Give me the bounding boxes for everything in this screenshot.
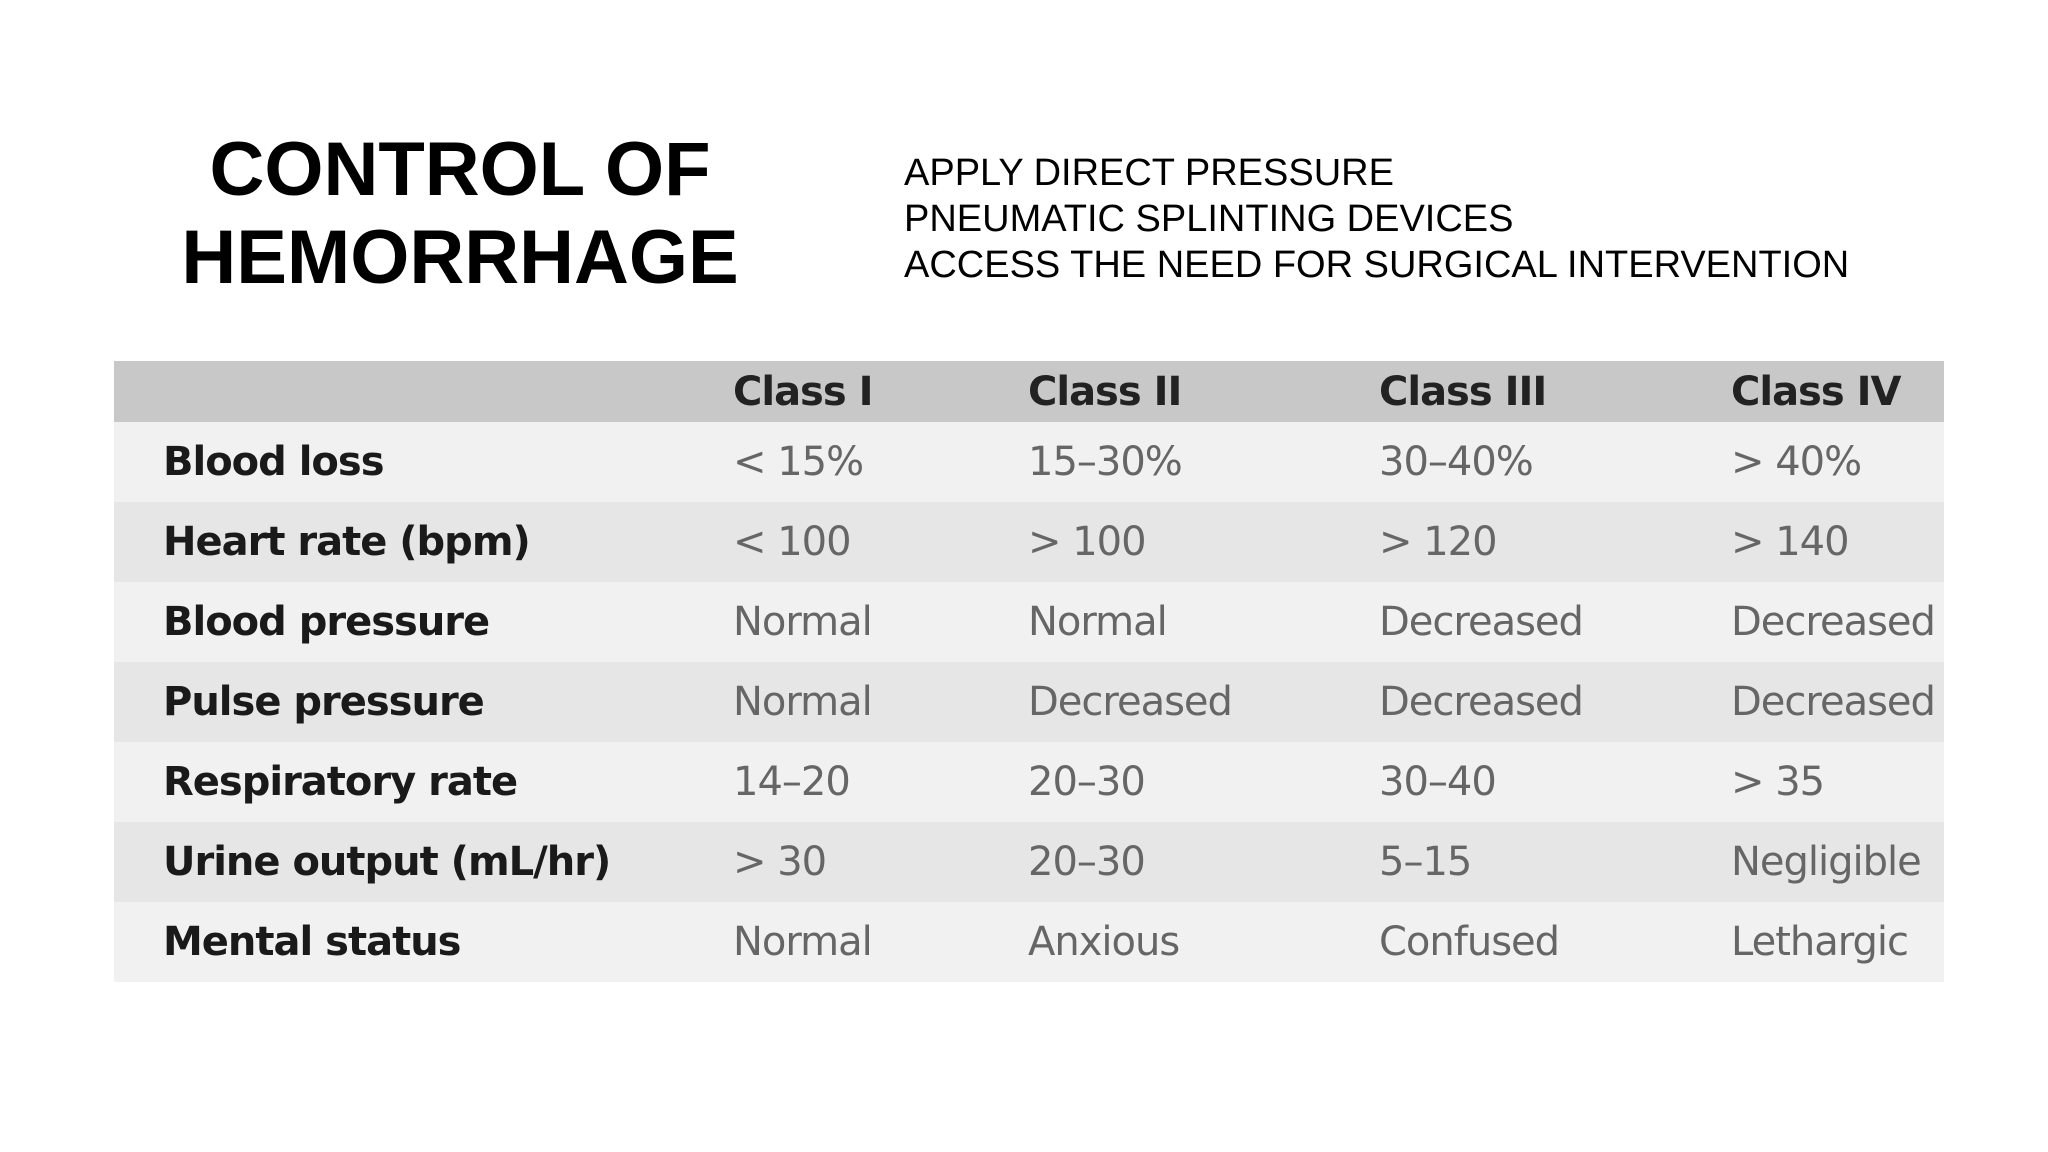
table-cell: 20–30 (1028, 759, 1145, 805)
bullet-item: APPLY DIRECT PRESSURE (904, 152, 1394, 194)
table-cell: Normal (733, 679, 872, 725)
table-cell: Decreased (1731, 679, 1935, 725)
row-label: Heart rate (bpm) (163, 519, 530, 565)
table-cell: 14–20 (733, 759, 850, 805)
table-row (114, 582, 1944, 662)
table-cell: Confused (1379, 919, 1560, 965)
table-cell: 15–30% (1028, 439, 1182, 485)
table-cell: > 100 (1028, 519, 1146, 565)
row-label: Blood loss (163, 439, 384, 485)
table-cell: < 15% (733, 439, 864, 485)
table-cell: > 30 (733, 839, 827, 885)
table-cell: Negligible (1731, 839, 1921, 885)
table-cell: > 140 (1731, 519, 1849, 565)
table-row (114, 822, 1944, 902)
row-label: Blood pressure (163, 599, 490, 645)
table-cell: Normal (733, 919, 872, 965)
table-cell: < 100 (733, 519, 851, 565)
table-row (114, 742, 1944, 822)
row-label: Mental status (163, 919, 461, 965)
table-cell: Decreased (1731, 599, 1935, 645)
table-cell: Decreased (1028, 679, 1232, 725)
row-label: Urine output (mL/hr) (163, 839, 611, 885)
header-cell: Class IV (1731, 368, 1901, 415)
header-cell: Class I (733, 368, 873, 415)
table-row (114, 502, 1944, 582)
header-cell: Class II (1028, 368, 1182, 415)
table-cell: Decreased (1379, 679, 1583, 725)
table-cell: > 120 (1379, 519, 1497, 565)
table-cell: > 35 (1731, 759, 1825, 805)
table-cell: Anxious (1028, 919, 1180, 965)
table-header-row (114, 361, 1944, 422)
table-row (114, 662, 1944, 742)
table-cell: 20–30 (1028, 839, 1145, 885)
table-row (114, 422, 1944, 502)
hemorrhage-class-table (114, 361, 1944, 982)
title-line-1: CONTROL OF (209, 127, 711, 212)
title-line-2: HEMORRHAGE (181, 215, 739, 300)
table-cell: 30–40% (1379, 439, 1533, 485)
table-cell: Normal (1028, 599, 1167, 645)
table-cell: Lethargic (1731, 919, 1908, 965)
bullet-item: PNEUMATIC SPLINTING DEVICES (904, 198, 1514, 240)
table-cell: 30–40 (1379, 759, 1496, 805)
table-cell: Decreased (1379, 599, 1583, 645)
table-cell: 5–15 (1379, 839, 1472, 885)
bullet-item: ACCESS THE NEED FOR SURGICAL INTERVENTION (904, 244, 1850, 286)
header-cell: Class III (1379, 368, 1547, 415)
table-row (114, 902, 1944, 982)
slide-title (150, 126, 770, 302)
row-label: Respiratory rate (163, 759, 518, 805)
table-cell: Normal (733, 599, 872, 645)
row-label: Pulse pressure (163, 679, 484, 725)
table-cell: > 40% (1731, 439, 1862, 485)
bullet-list (904, 150, 1849, 288)
